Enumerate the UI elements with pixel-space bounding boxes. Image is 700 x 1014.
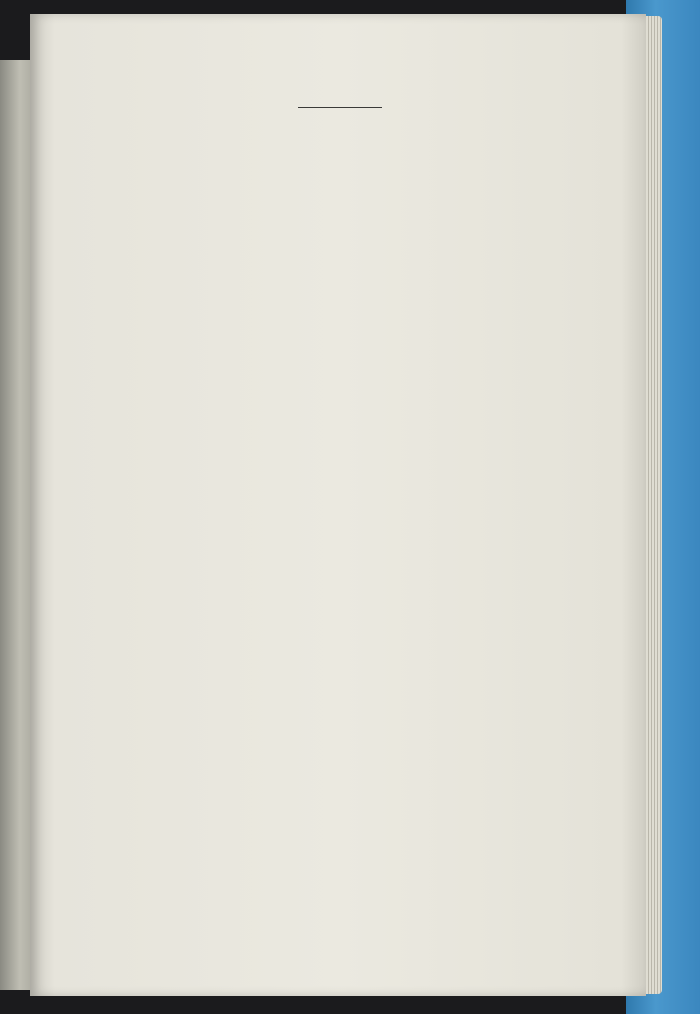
page-number-rule [298, 107, 382, 108]
book-page [30, 14, 646, 996]
